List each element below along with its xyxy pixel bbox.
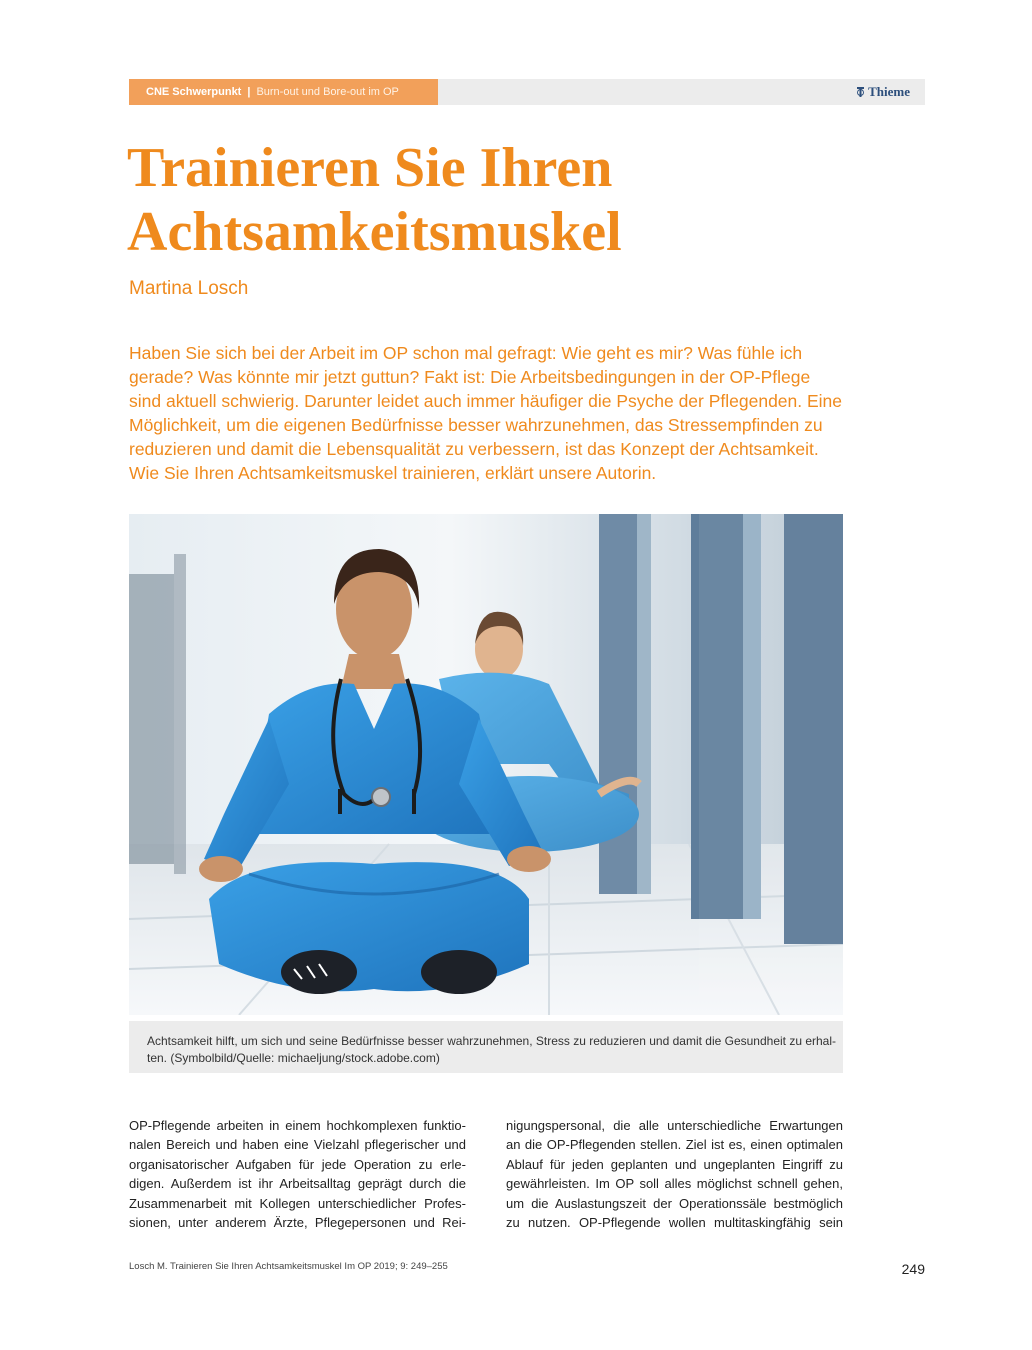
header-bar: [129, 79, 925, 105]
body-line: digen. Außerdem ist ihr Arbeitsalltag geprägt durch die: [129, 1176, 466, 1192]
caption-line: ten. (Symbolbild/Quelle: michaeljung/stock.adobe.com): [147, 1051, 440, 1065]
lead-line: reduzieren und damit die Lebensqualität zu verbessern, ist das Konzept der Achtsamkeit.: [129, 439, 819, 459]
topic-label: Burn-out und Bore-out im OP: [256, 86, 399, 98]
lead-line: Möglichkeit, um die eigenen Bedürfnisse besser wahrzunehmen, das Stressempfinden zu: [129, 415, 823, 435]
body-line: zu nutzen. OP-Pflegende wollen multitaskingfähig sein: [506, 1215, 843, 1231]
lead-line: Wie Sie Ihren Achtsamkeitsmuskel trainieren, erklärt unsere Autorin.: [129, 463, 657, 483]
section-label: CNE Schwerpunkt: [146, 86, 242, 98]
body-line: um die Auslastungszeit der Operationssäle bestmöglich: [506, 1195, 843, 1211]
caption-line: Achtsamkeit hilft, um sich und seine Bedürfnisse besser wahrzunehmen, Stress zu reduzieren und damit die Gesundheit zu erhal-: [147, 1034, 837, 1048]
body-line: OP-Pflegende arbeiten in einem hochkomplexen funktio-: [129, 1118, 466, 1133]
author-name: Martina Losch: [129, 278, 249, 299]
body-line: gewährleisten. Im OP soll alles möglichst schnell gehen,: [506, 1176, 843, 1192]
body-line: sionen, unter anderem Ärzte, Pflegepersonen und Rei-: [129, 1215, 466, 1231]
article-title: [127, 136, 887, 264]
lead-line: sind aktuell schwierig. Darunter leidet auch immer häufiger die Psyche der Pflegenden. Eine: [129, 391, 843, 411]
lead-line: Haben Sie sich bei der Arbeit im OP schon mal gefragt: Wie geht es mir? Was fühle ich: [129, 343, 803, 363]
body-line: an die OP-Pflegenden stellen. Ziel ist es, einen optimalen: [506, 1137, 843, 1153]
body-column-right: [506, 1116, 843, 1232]
lead-paragraph: [129, 341, 859, 485]
footer-citation: Losch M. Trainieren Sie Ihren Achtsamkeitsmuskel Im OP 2019; 9: 249–255: [129, 1261, 448, 1272]
article-title-line: Achtsamkeitsmuskel: [127, 201, 622, 263]
body-line: nalen Bereich und haben eine Vielzahl pflegerischer und: [129, 1137, 466, 1153]
body-line: Zusammenarbeit mit Kollegen unterschiedlicher Profes-: [129, 1195, 466, 1211]
section-separator: |: [247, 86, 251, 98]
body-line: Ablauf für jeden geplanten und ungeplanten Eingriff zu: [506, 1156, 843, 1172]
body-line: nigungspersonal, die alle unterschiedliche Erwartungen: [506, 1118, 843, 1133]
article-title-line: Trainieren Sie Ihren: [127, 137, 613, 199]
publisher-logo: [856, 79, 910, 105]
body-column-left: [129, 1116, 466, 1232]
thieme-logo-icon: [856, 86, 865, 98]
page-number: 249: [901, 1261, 925, 1277]
lead-line: gerade? Was könnte mir jetzt guttun? Fakt ist: Die Arbeitsbedingungen in der OP-Pflege: [129, 367, 811, 387]
photo-caption: [129, 1021, 843, 1073]
body-line: organisatorischer Aufgaben für jede Operation zu erle-: [129, 1156, 466, 1172]
article-photo: [129, 514, 843, 1015]
section-tag: [129, 79, 438, 105]
publisher-name: Thieme: [868, 84, 910, 99]
